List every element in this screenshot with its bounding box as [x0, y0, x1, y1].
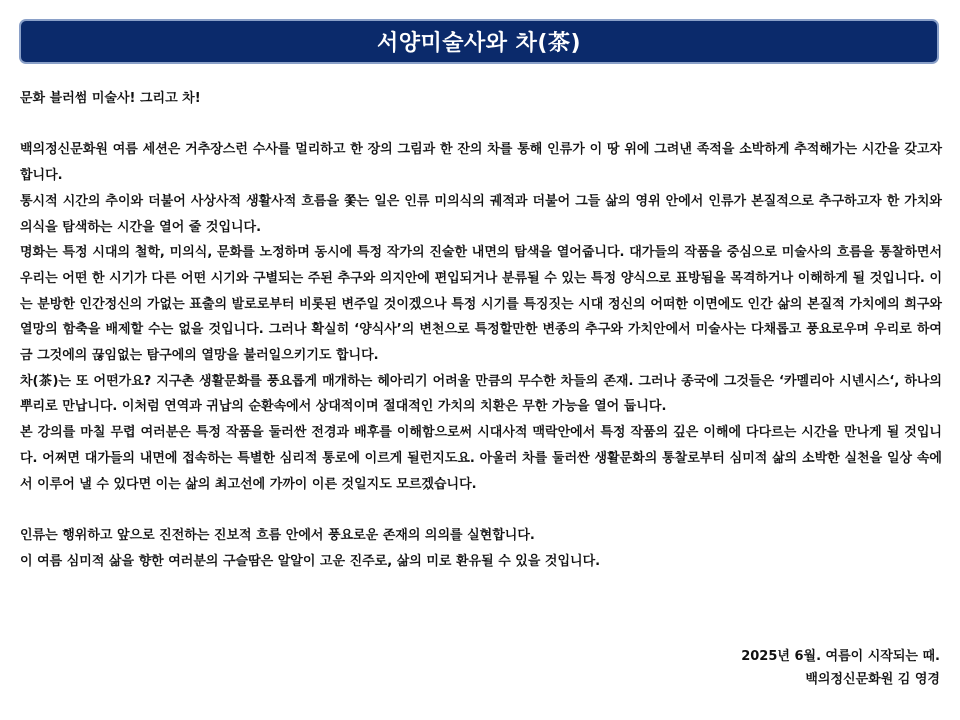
paragraph: 차(茶)는 또 어떤가요? 지구촌 생활문화를 풍요롭게 매개하는 헤아리기 어려울 만큼의 무수한 차들의 존재. 그러나 종국에 그것들은 ‘카멜리아 시넨시스‘, 하나의 뿌리로 만납니다. 이처럼 연역과 귀납의 순환속에서 상대적이며 절대적인 가치의 치환은 무한 가능을 열어 둡니다.: [20, 373, 942, 415]
closing-line: 이 여름 심미적 삶을 향한 여러분의 구슬땀은 알알이 고운 진주로, 삶의 미로 환유될 수 있을 것입니다.: [20, 553, 601, 569]
paragraph: 백의정신문화원 여름 세션은 거추장스런 수사를 멀리하고 한 장의 그림과 한 잔의 차를 통해 인류가 이 땅 위에 그려낸 족적을 소박하게 추적해가는 시간을 갖고자 합니다.: [20, 142, 942, 184]
paragraph: 통시적 시간의 추이와 더불어 사상사적 생활사적 흐름을 쫓는 일은 인류 미의식의 궤적과 더불어 그들 삶의 영위 안에서 인류가 본질적으로 추구하고자 한 가치와 의식을 탐색하는 시간을 열어 줄 것입니다.: [20, 193, 942, 235]
closing-line: 인류는 행위하고 앞으로 진전하는 진보적 흐름 안에서 풍요로운 존재의 의의를 실현합니다.: [20, 527, 535, 543]
paragraph: 명화는 특정 시대의 철학, 미의식, 문화를 노정하며 동시에 특정 작가의 진술한 내면의 탐색을 열어줍니다. 대가들의 작품을 중심으로 미술사의 흐름을 통찰하면서 우리는 어떤 한 시기가 다른 어떤 시기와 구별되는 주된 추구와 의지안에 편입되거나 분류될 수 있는 특정 양식으로 표방됨을 목격하거나 이해하게 될 것입니다. 이는 분방한 인간정신의 가없는 표출의 발로로부터 비롯된 변주일 것이겠으나 특정 시기를 특징짓는 시대 정신의 어떠한 이면에도 인간 삶의 본질적 가치에의 희구와 열망의 함축을 배제할 수는 없을 것입니다. 그러나 확실히 ‘양식사’의 변천으로 특정할만한 변종의 추구와 가치안에서 미술사는 다채롭고 풍요로우며 우리로 하여금 그것에의 끊임없는 탐구에의 열망을 불러일으키기도 합니다.: [20, 245, 942, 364]
paragraph: 본 강의를 마칠 무렵 여러분은 특정 작품을 둘러싼 전경과 배후를 이해함으로써 시대사적 맥락안에서 특정 작품의 깊은 이해에 다다르는 시간을 만나게 될 것입니다. 어쩌면 대가들의 내면에 접속하는 특별한 심리적 통로에 이르게 될런지도요. 아울러 차를 둘러싼 생활문화의 통찰로부터 심미적 삶의 소박한 실천을 일상 속에서 이루어 낼 수 있다면 이는 삶의 최고선에 가까이 이른 것일지도 모르겠습니다.: [20, 425, 942, 492]
article-body: [20, 86, 942, 574]
intro-line: 문화 블러썸 미술사! 그리고 차!: [20, 91, 201, 106]
spacer: [20, 112, 942, 138]
title-banner: [19, 19, 939, 64]
spacer: [20, 497, 942, 523]
signature-name: 백의정신문화원 김 영경: [805, 672, 940, 687]
signature-date: 2025년 6월. 여름이 시작되는 때.: [741, 649, 940, 664]
page-title: 서양미술사와 차(茶): [376, 31, 582, 56]
